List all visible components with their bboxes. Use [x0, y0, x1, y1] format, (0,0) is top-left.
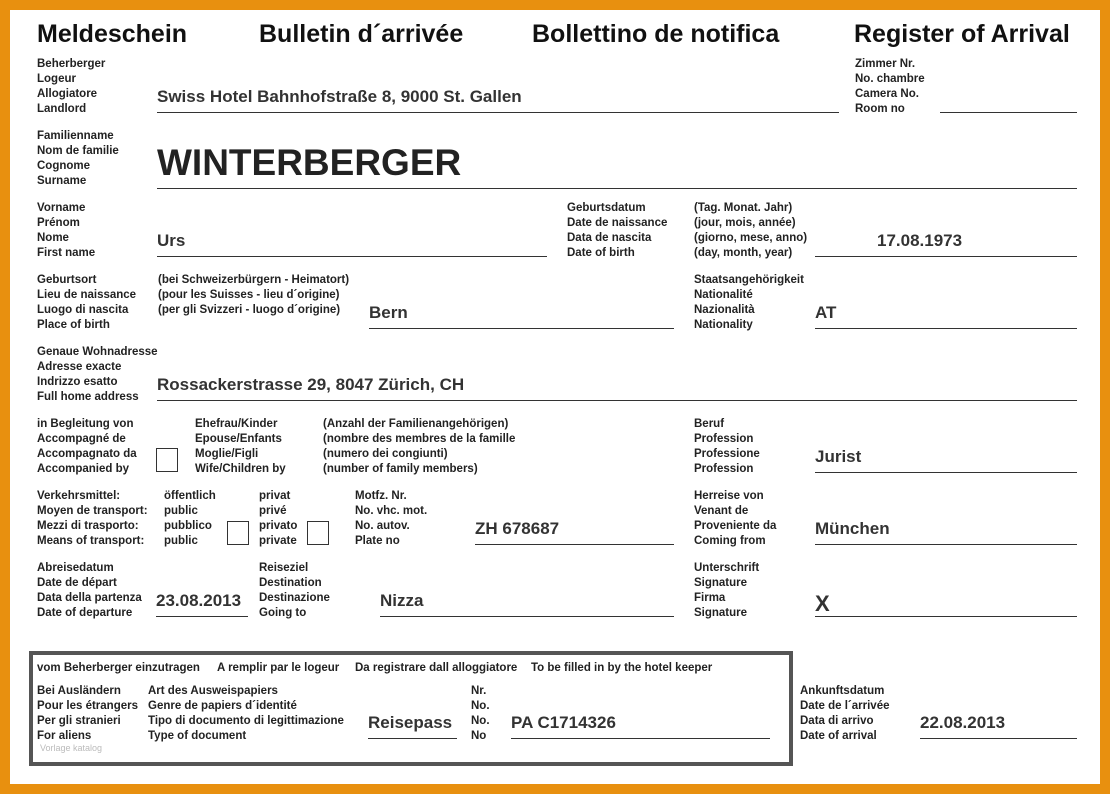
profession-label: Beruf Profession Professione Profession — [694, 418, 760, 475]
departure-label: Abreisedatum Date de départ Data della partenza Date of departure — [37, 562, 142, 619]
birthplace-note: (bei Schweizerbürgern - Heimatort) (pour les Suisses - lieu d´origine) (per gli Svizzeri - luogo d´origine) — [158, 274, 350, 316]
firstname-value[interactable]: Urs — [157, 231, 186, 250]
title-english: Register of Arrival — [854, 20, 1070, 48]
arrival-label: Ankunftsdatum Date de l´arrivée Data di arrivo Date of arrival — [800, 685, 890, 742]
landlord-value[interactable]: Swiss Hotel Bahnhofstraße 8, 9000 St. Gallen — [157, 87, 522, 106]
birthplace-value[interactable]: Bern — [369, 303, 408, 322]
landlord-label: Beherberger Logeur Allogiatore Landlord — [37, 58, 106, 115]
nationality-label: Staatsangehörigkeit Nationalité Nazionalità Nationality — [694, 274, 804, 331]
profession-line — [815, 472, 1077, 473]
from-value[interactable]: München — [815, 519, 890, 538]
document-type-line — [368, 738, 457, 739]
address-label: Genaue Wohnadresse Adresse exacte Indrizzo esatto Full home address — [37, 346, 158, 403]
registration-form — [10, 10, 1100, 784]
title-german: Meldeschein — [37, 20, 188, 48]
transport-public-checkbox[interactable] — [227, 521, 249, 545]
document-type-value[interactable]: Reisepass — [368, 713, 453, 732]
surname-value[interactable]: WINTERBERGER — [157, 142, 462, 183]
birthdate-line — [815, 256, 1077, 257]
transport-private-checkbox[interactable] — [307, 521, 329, 545]
signature-value[interactable]: X — [815, 591, 830, 616]
address-line — [157, 400, 1077, 401]
signature-label: Unterschrift Signature Firma Signature — [694, 562, 760, 619]
birthplace-line — [369, 328, 674, 329]
document-number-value[interactable]: PA C1714326 — [511, 713, 616, 732]
profession-value[interactable]: Jurist — [815, 447, 862, 466]
document-number-line — [511, 738, 770, 739]
firstname-line — [157, 256, 547, 257]
birthdate-value[interactable]: 17.08.1973 — [877, 231, 963, 250]
destination-line — [380, 616, 674, 617]
accompanied-label: in Begleitung von Accompagné de Accompagnato da Accompanied by — [37, 418, 137, 475]
birthdate-format: (Tag. Monat. Jahr) (jour, mois, année) (giorno, mese, anno) (day, month, year) — [694, 202, 808, 259]
arrival-line — [920, 738, 1077, 739]
from-label: Herreise von Venant de Proveniente da Coming from — [694, 490, 777, 547]
from-line — [815, 544, 1077, 545]
transport-label: Verkehrsmittel: Moyen de transport: Mezzi di trasporto: Means of transport: — [37, 490, 148, 547]
landlord-line — [157, 112, 839, 113]
title-italian: Bollettino de notifica — [532, 20, 780, 48]
firstname-label: Vorname Prénom Nome First name — [37, 202, 96, 259]
hotel-heading-french: A remplir par le logeur — [217, 662, 340, 674]
plate-label: Motfz. Nr. No. vhc. mot. No. autov. Plate no — [355, 490, 428, 547]
birthplace-label: Geburtsort Lieu de naissance Luogo di nascita Place of birth — [37, 274, 137, 331]
document-type-label: Art des Ausweispapiers Genre de papiers d´identité Tipo di documento di legittimazione Type of document — [148, 685, 344, 742]
watermark: Vorlage katalog — [40, 743, 103, 753]
hotel-heading-english: To be filled in by the hotel keeper — [531, 662, 713, 674]
room-label: Zimmer Nr. No. chambre Camera No. Room no — [855, 58, 925, 115]
family-count-note: (Anzahl der Familienangehörigen) (nombre des membres de la famille (numero dei congiunti) (number of family members) — [323, 418, 516, 475]
signature-line — [815, 616, 1077, 617]
room-line — [940, 112, 1077, 113]
destination-label: Reiseziel Destination Destinazione Going to — [259, 562, 330, 619]
foreigners-label: Bei Ausländern Pour les étrangers Per gli stranieri For aliens — [37, 685, 138, 742]
departure-line — [156, 616, 248, 617]
document-number-label: Nr. No. No. No — [471, 685, 490, 742]
arrival-value[interactable]: 22.08.2013 — [920, 713, 1006, 732]
nationality-value[interactable]: AT — [815, 303, 837, 322]
spouse-label: Ehefrau/Kinder Epouse/Enfants Moglie/Figli Wife/Children by — [195, 418, 286, 475]
plate-line — [475, 544, 674, 545]
destination-value[interactable]: Nizza — [380, 591, 424, 610]
title-french: Bulletin d´arrivée — [259, 20, 464, 48]
address-value[interactable]: Rossackerstrasse 29, 8047 Zürich, CH — [157, 375, 465, 394]
hotel-heading-german: vom Beherberger einzutragen — [37, 662, 200, 674]
departure-value[interactable]: 23.08.2013 — [156, 591, 242, 610]
plate-value[interactable]: ZH 678687 — [475, 519, 560, 538]
transport-public-label: öffentlich public pubblico public — [164, 490, 216, 547]
hotel-heading-italian: Da registrare dall alloggiatore — [355, 662, 518, 674]
surname-line — [157, 188, 1077, 189]
nationality-line — [815, 328, 1077, 329]
surname-label: Familienname Nom de familie Cognome Surname — [37, 130, 119, 187]
transport-private-label: privat privé privato private — [259, 490, 298, 547]
birthdate-label: Geburtsdatum Date de naissance Data de nascita Date of birth — [567, 202, 668, 259]
accompanied-checkbox[interactable] — [156, 448, 178, 472]
